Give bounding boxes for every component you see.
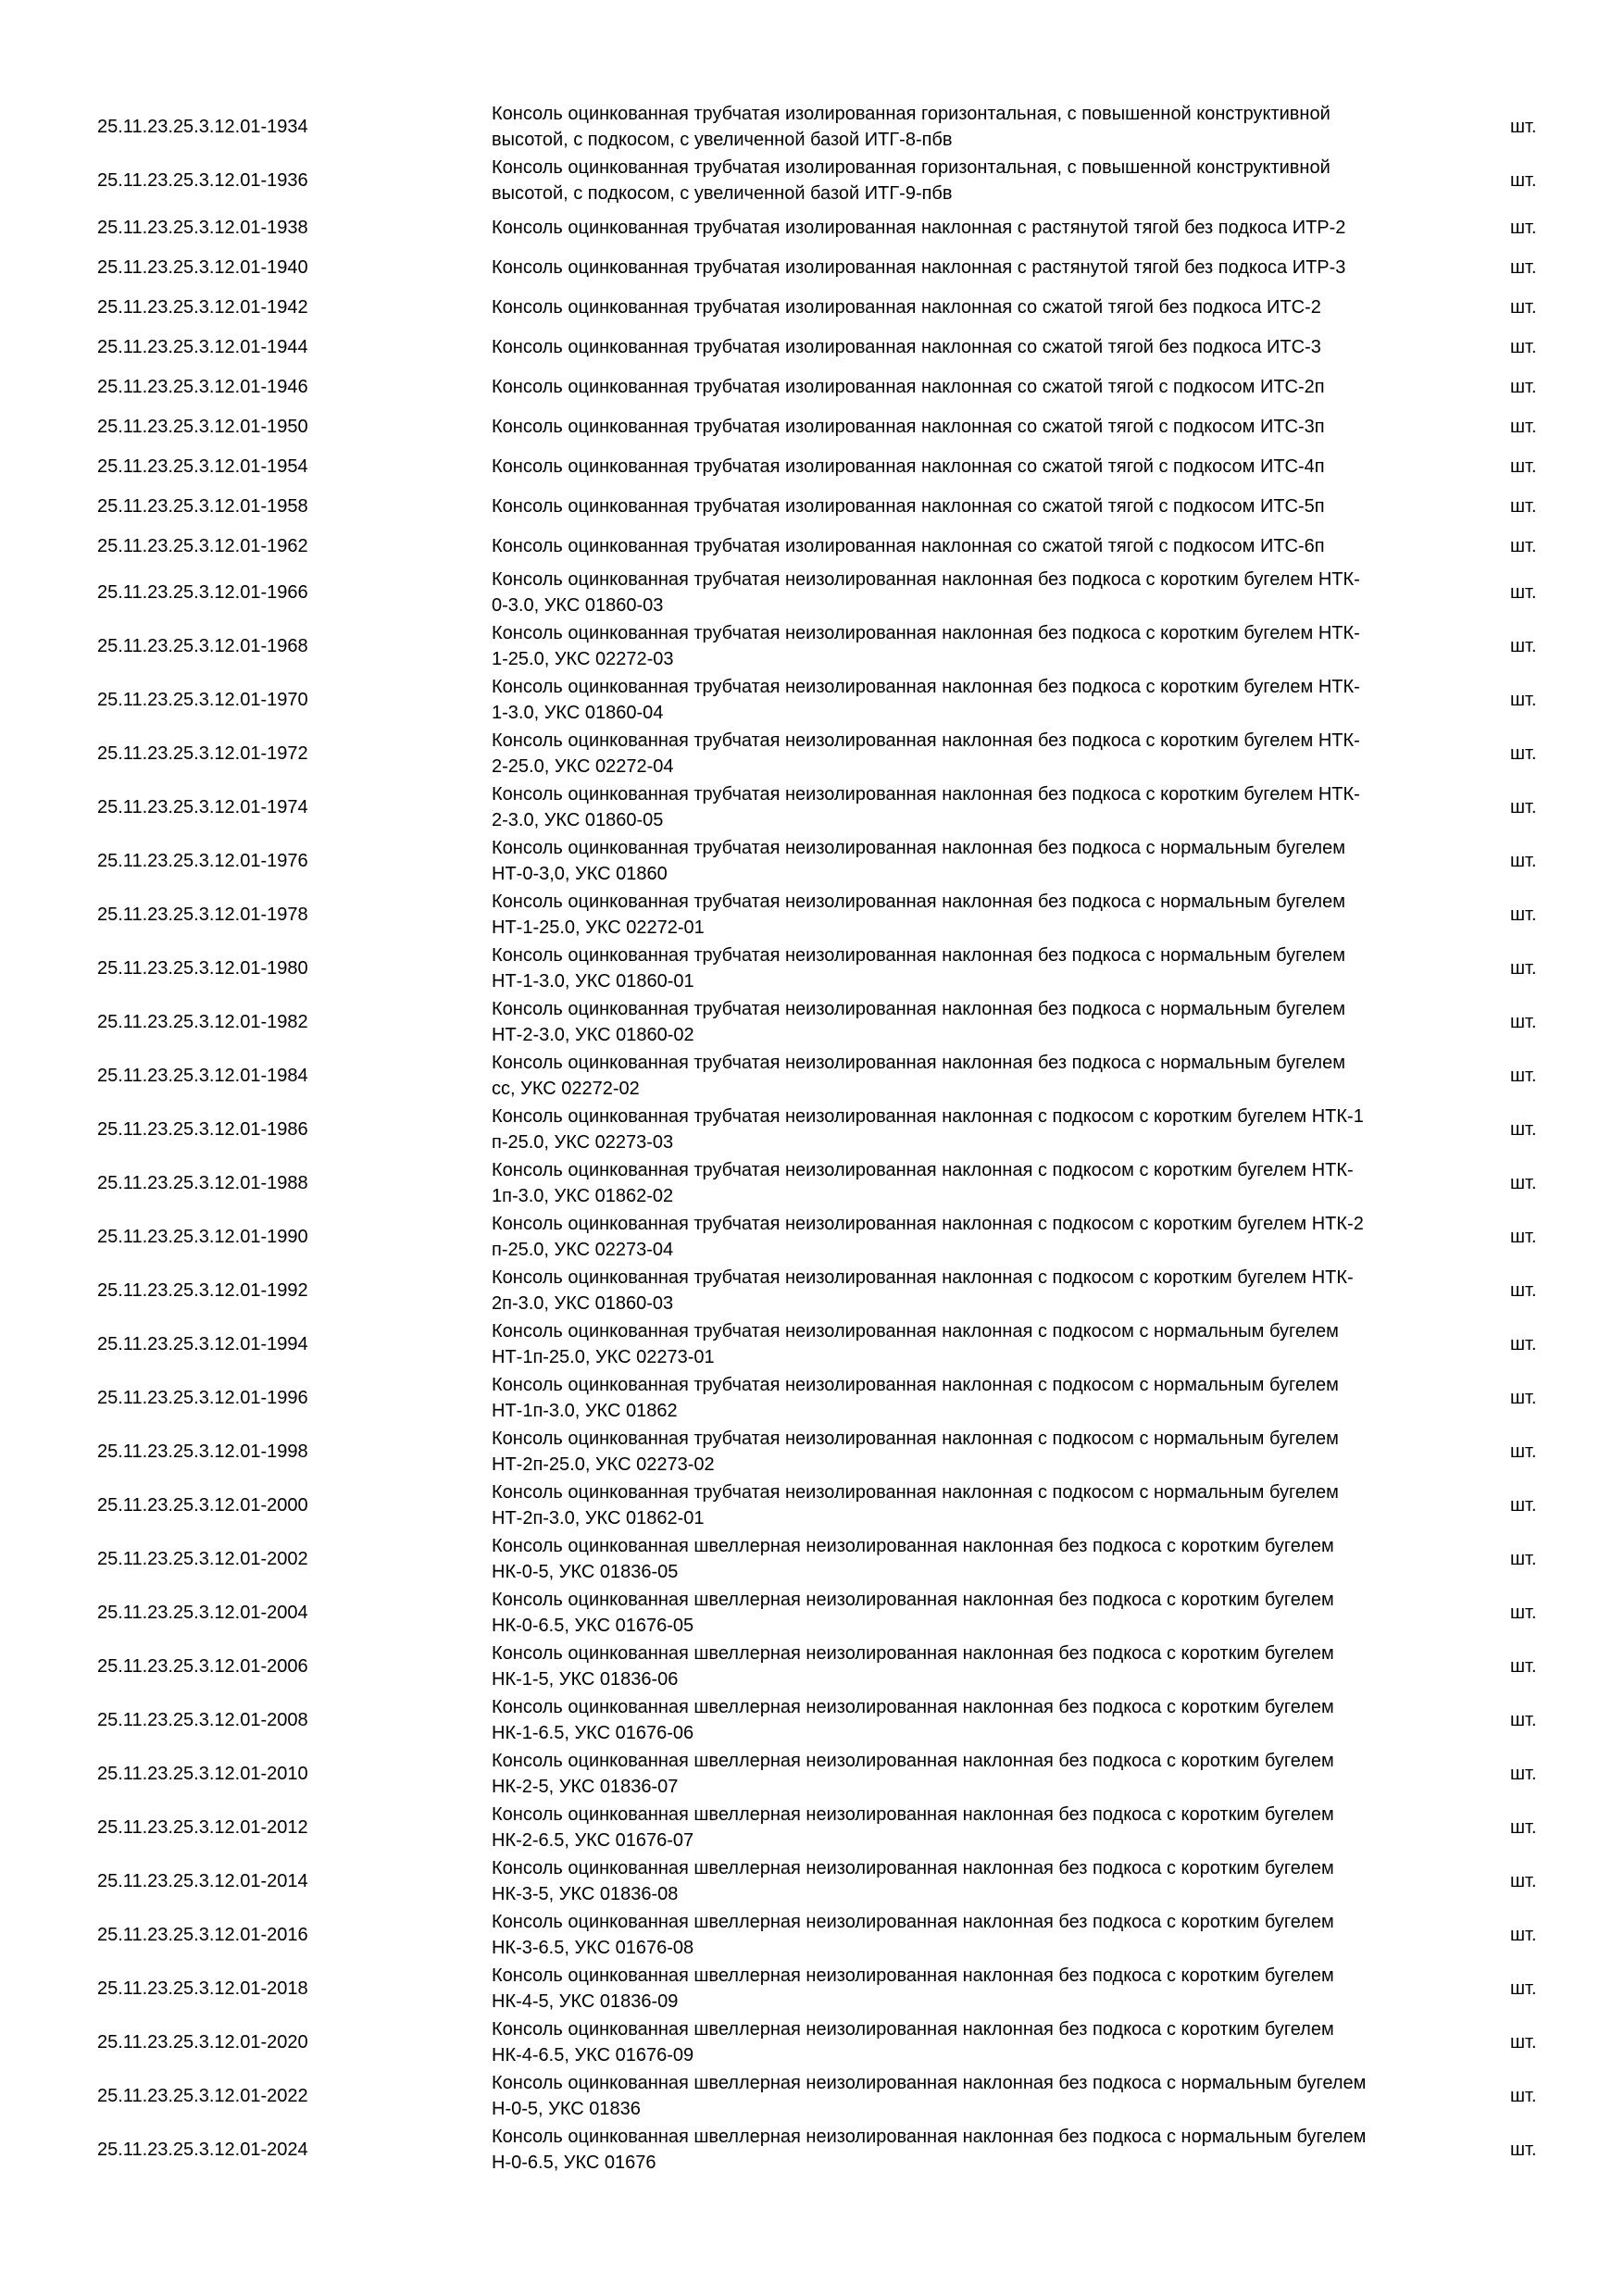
table-row bbox=[97, 1479, 1569, 1532]
item-code: 25.11.23.25.3.12.01-2004 bbox=[97, 1603, 308, 1623]
item-unit: шт. bbox=[1510, 797, 1537, 817]
item-code: 25.11.23.25.3.12.01-1958 bbox=[97, 495, 308, 517]
item-unit: шт. bbox=[1510, 1925, 1537, 1945]
table-row bbox=[97, 995, 1569, 1049]
item-unit: шт. bbox=[1510, 256, 1537, 278]
table-row bbox=[97, 1371, 1569, 1425]
item-description: Консоль оцинкованная трубчатая изолированная наклонная со сжатой тягой без подкоса ИТС-2 bbox=[492, 296, 1321, 318]
item-description: Консоль оцинкованная трубчатая неизолированная наклонная с подкосом с нормальным бугелем НТ-2п-25.0, УКС 02273-02 bbox=[492, 1429, 1339, 1475]
item-description: Консоль оцинкованная трубчатая неизолированная наклонная с подкосом с нормальным бугелем НТ-1п-3.0, УКС 01862 bbox=[492, 1375, 1339, 1421]
item-unit: шт. bbox=[1510, 2086, 1537, 2106]
table-row bbox=[97, 727, 1569, 780]
item-unit: шт. bbox=[1510, 1603, 1537, 1623]
item-description: Консоль оцинкованная трубчатая неизолированная наклонная без подкоса с нормальным бугелем НТ-1-25.0, УКС 02272-01 bbox=[492, 892, 1345, 938]
item-description: Консоль оцинкованная трубчатая неизолированная наклонная с подкосом с коротким бугелем НТК- 1п-3.0, УКС 01862-02 bbox=[492, 1160, 1354, 1206]
item-description: Консоль оцинкованная трубчатая неизолированная наклонная без подкоса с нормальным бугелем НТ-0-3,0, УКС 01860 bbox=[492, 838, 1345, 884]
item-code: 25.11.23.25.3.12.01-2010 bbox=[97, 1764, 308, 1784]
item-description: Консоль оцинкованная трубчатая изолированная горизонтальная, с повышенной конструктивной высотой, с подкосом, с увеличенной базой ИТГ-9-пбв bbox=[492, 157, 1330, 204]
item-unit: шт. bbox=[1510, 958, 1537, 979]
item-description: Консоль оцинкованная швеллерная неизолированная наклонная без подкоса с нормальным бугелем Н-0-5, УКС 01836 bbox=[492, 2073, 1367, 2119]
table-row bbox=[97, 1693, 1569, 1747]
table-row bbox=[97, 446, 1569, 486]
item-description: Консоль оцинкованная швеллерная неизолированная наклонная без подкоса с коротким бугелем НК-1-5, УКС 01836-06 bbox=[492, 1643, 1334, 1690]
catalog-body bbox=[97, 100, 1569, 2177]
item-code: 25.11.23.25.3.12.01-1954 bbox=[97, 455, 308, 477]
table-row bbox=[97, 2069, 1569, 2123]
table-row bbox=[97, 780, 1569, 834]
item-unit: шт. bbox=[1510, 495, 1537, 517]
item-unit: шт. bbox=[1510, 1066, 1537, 1086]
item-unit: шт. bbox=[1510, 1280, 1537, 1301]
table-row bbox=[97, 673, 1569, 727]
item-code: 25.11.23.25.3.12.01-2018 bbox=[97, 1978, 308, 1999]
item-description: Консоль оцинкованная трубчатая неизолированная наклонная без подкоса с нормальным бугелем НТ-1-3.0, УКС 01860-01 bbox=[492, 945, 1345, 992]
item-description: Консоль оцинкованная трубчатая неизолированная наклонная без подкоса с коротким бугелем НТК- 1-25.0, УКС 02272-03 bbox=[492, 623, 1360, 669]
table-row bbox=[97, 619, 1569, 673]
table-row bbox=[97, 100, 1569, 154]
table-row bbox=[97, 2015, 1569, 2069]
item-description: Консоль оцинкованная трубчатая изолированная наклонная со сжатой тягой с подкосом ИТС-6п bbox=[492, 535, 1325, 556]
item-code: 25.11.23.25.3.12.01-2002 bbox=[97, 1549, 308, 1569]
table-row bbox=[97, 1747, 1569, 1801]
item-code: 25.11.23.25.3.12.01-1934 bbox=[97, 117, 308, 137]
item-code: 25.11.23.25.3.12.01-1982 bbox=[97, 1012, 308, 1032]
item-code: 25.11.23.25.3.12.01-1974 bbox=[97, 797, 308, 817]
item-description: Консоль оцинкованная трубчатая неизолированная наклонная без подкоса с коротким бугелем НТК- 2-25.0, УКС 02272-04 bbox=[492, 730, 1360, 777]
item-unit: шт. bbox=[1510, 690, 1537, 710]
item-unit: шт. bbox=[1510, 851, 1537, 871]
table-row bbox=[97, 2123, 1569, 2177]
item-code: 25.11.23.25.3.12.01-1988 bbox=[97, 1173, 308, 1193]
item-description: Консоль оцинкованная трубчатая неизолированная наклонная с подкосом с коротким бугелем НТК-1 п-25.0, УКС 02273-03 bbox=[492, 1106, 1364, 1153]
item-code: 25.11.23.25.3.12.01-1986 bbox=[97, 1119, 308, 1140]
item-unit: шт. bbox=[1510, 1549, 1537, 1569]
table-row bbox=[97, 327, 1569, 367]
item-description: Консоль оцинкованная трубчатая неизолированная наклонная без подкоса с нормальным бугелем сс, УКС 02272-02 bbox=[492, 1053, 1345, 1099]
item-description: Консоль оцинкованная швеллерная неизолированная наклонная без подкоса с коротким бугелем НК-1-6.5, УКС 01676-06 bbox=[492, 1697, 1334, 1743]
item-description: Консоль оцинкованная трубчатая неизолированная наклонная без подкоса с коротким бугелем НТК- 2-3.0, УКС 01860-05 bbox=[492, 784, 1360, 830]
item-code: 25.11.23.25.3.12.01-1972 bbox=[97, 743, 308, 764]
table-row bbox=[97, 1854, 1569, 1908]
item-unit: шт. bbox=[1510, 1334, 1537, 1354]
item-unit: шт. bbox=[1510, 905, 1537, 925]
item-code: 25.11.23.25.3.12.01-1968 bbox=[97, 636, 308, 656]
table-row bbox=[97, 1210, 1569, 1264]
table-row bbox=[97, 1532, 1569, 1586]
item-code: 25.11.23.25.3.12.01-1940 bbox=[97, 256, 308, 278]
item-description: Консоль оцинкованная трубчатая изолированная наклонная со сжатой тягой с подкосом ИТС-3п bbox=[492, 416, 1325, 437]
item-description: Консоль оцинкованная трубчатая изолированная наклонная с растянутой тягой без подкоса ИТР-2 bbox=[492, 217, 1346, 238]
table-row bbox=[97, 834, 1569, 888]
item-description: Консоль оцинкованная трубчатая неизолированная наклонная с подкосом с нормальным бугелем НТ-1п-25.0, УКС 02273-01 bbox=[492, 1321, 1339, 1367]
item-code: 25.11.23.25.3.12.01-2000 bbox=[97, 1495, 308, 1516]
item-unit: шт. bbox=[1510, 1817, 1537, 1838]
item-description: Консоль оцинкованная швеллерная неизолированная наклонная без подкоса с коротким бугелем НК-0-5, УКС 01836-05 bbox=[492, 1536, 1334, 1582]
item-unit: шт. bbox=[1510, 2140, 1537, 2160]
item-code: 25.11.23.25.3.12.01-1950 bbox=[97, 416, 308, 437]
item-description: Консоль оцинкованная трубчатая изолированная наклонная со сжатой тягой с подкосом ИТС-4п bbox=[492, 455, 1325, 477]
item-unit: шт. bbox=[1510, 336, 1537, 357]
table-row bbox=[97, 406, 1569, 446]
item-description: Консоль оцинкованная трубчатая неизолированная наклонная без подкоса с коротким бугелем НТК- 0-3.0, УКС 01860-03 bbox=[492, 569, 1360, 616]
item-unit: шт. bbox=[1510, 535, 1537, 556]
item-code: 25.11.23.25.3.12.01-2024 bbox=[97, 2140, 308, 2160]
item-unit: шт. bbox=[1510, 1764, 1537, 1784]
item-unit: шт. bbox=[1510, 1227, 1537, 1247]
table-row bbox=[97, 1156, 1569, 1210]
item-unit: шт. bbox=[1510, 117, 1537, 137]
table-row bbox=[97, 1049, 1569, 1103]
item-unit: шт. bbox=[1510, 416, 1537, 437]
item-unit: шт. bbox=[1510, 296, 1537, 318]
item-unit: шт. bbox=[1510, 217, 1537, 238]
item-description: Консоль оцинкованная трубчатая изолированная горизонтальная, с повышенной конструктивной высотой, с подкосом, с увеличенной базой ИТГ-8-пбв bbox=[492, 104, 1330, 150]
item-code: 25.11.23.25.3.12.01-1990 bbox=[97, 1227, 308, 1247]
table-row bbox=[97, 154, 1569, 207]
item-code: 25.11.23.25.3.12.01-1936 bbox=[97, 170, 308, 191]
item-description: Консоль оцинкованная трубчатая изолированная наклонная со сжатой тягой с подкосом ИТС-2п bbox=[492, 376, 1325, 397]
item-description: Консоль оцинкованная трубчатая изолированная наклонная с растянутой тягой без подкоса ИТР-3 bbox=[492, 256, 1346, 278]
table-row bbox=[97, 526, 1569, 566]
item-code: 25.11.23.25.3.12.01-2022 bbox=[97, 2086, 308, 2106]
table-row bbox=[97, 1317, 1569, 1371]
item-description: Консоль оцинкованная швеллерная неизолированная наклонная без подкоса с коротким бугелем НК-3-5, УКС 01836-08 bbox=[492, 1858, 1334, 1904]
item-description: Консоль оцинкованная швеллерная неизолированная наклонная без подкоса с коротким бугелем НК-4-6.5, УКС 01676-09 bbox=[492, 2019, 1334, 2065]
table-row bbox=[97, 566, 1569, 619]
item-description: Консоль оцинкованная трубчатая неизолированная наклонная без подкоса с нормальным бугелем НТ-2-3.0, УКС 01860-02 bbox=[492, 999, 1345, 1045]
item-code: 25.11.23.25.3.12.01-2012 bbox=[97, 1817, 308, 1838]
item-code: 25.11.23.25.3.12.01-2020 bbox=[97, 2032, 308, 2053]
table-row bbox=[97, 486, 1569, 526]
item-description: Консоль оцинкованная трубчатая неизолированная наклонная с подкосом с нормальным бугелем НТ-2п-3.0, УКС 01862-01 bbox=[492, 1482, 1339, 1529]
item-description: Консоль оцинкованная трубчатая изолированная наклонная со сжатой тягой без подкоса ИТС-3 bbox=[492, 336, 1321, 357]
item-code: 25.11.23.25.3.12.01-2006 bbox=[97, 1656, 308, 1677]
table-row bbox=[97, 942, 1569, 995]
item-code: 25.11.23.25.3.12.01-1996 bbox=[97, 1388, 308, 1408]
item-unit: шт. bbox=[1510, 1012, 1537, 1032]
item-unit: шт. bbox=[1510, 455, 1537, 477]
table-row bbox=[97, 1801, 1569, 1854]
item-unit: шт. bbox=[1510, 2032, 1537, 2053]
item-code: 25.11.23.25.3.12.01-1978 bbox=[97, 905, 308, 925]
table-row bbox=[97, 1962, 1569, 2015]
item-code: 25.11.23.25.3.12.01-2008 bbox=[97, 1710, 308, 1730]
item-unit: шт. bbox=[1510, 170, 1537, 191]
table-row bbox=[97, 1264, 1569, 1317]
item-description: Консоль оцинкованная швеллерная неизолированная наклонная без подкоса с коротким бугелем НК-2-5, УКС 01836-07 bbox=[492, 1751, 1334, 1797]
item-unit: шт. bbox=[1510, 1495, 1537, 1516]
item-description: Консоль оцинкованная трубчатая неизолированная наклонная без подкоса с коротким бугелем НТК- 1-3.0, УКС 01860-04 bbox=[492, 677, 1360, 723]
item-unit: шт. bbox=[1510, 1978, 1537, 1999]
item-code: 25.11.23.25.3.12.01-1942 bbox=[97, 296, 308, 318]
table-row bbox=[97, 287, 1569, 327]
item-code: 25.11.23.25.3.12.01-1976 bbox=[97, 851, 308, 871]
item-description: Консоль оцинкованная швеллерная неизолированная наклонная без подкоса с коротким бугелем НК-2-6.5, УКС 01676-07 bbox=[492, 1804, 1334, 1851]
item-code: 25.11.23.25.3.12.01-1998 bbox=[97, 1441, 308, 1462]
item-code: 25.11.23.25.3.12.01-1984 bbox=[97, 1066, 308, 1086]
item-code: 25.11.23.25.3.12.01-2014 bbox=[97, 1871, 308, 1891]
item-unit: шт. bbox=[1510, 1441, 1537, 1462]
item-description: Консоль оцинкованная швеллерная неизолированная наклонная без подкоса с коротким бугелем НК-3-6.5, УКС 01676-08 bbox=[492, 1912, 1334, 1958]
catalog-table bbox=[97, 100, 1569, 2177]
item-unit: шт. bbox=[1510, 1710, 1537, 1730]
item-code: 25.11.23.25.3.12.01-1946 bbox=[97, 376, 308, 397]
table-row bbox=[97, 1640, 1569, 1693]
item-unit: шт. bbox=[1510, 743, 1537, 764]
item-description: Консоль оцинкованная швеллерная неизолированная наклонная без подкоса с коротким бугелем НК-0-6.5, УКС 01676-05 bbox=[492, 1590, 1334, 1636]
item-unit: шт. bbox=[1510, 636, 1537, 656]
item-unit: шт. bbox=[1510, 582, 1537, 603]
item-unit: шт. bbox=[1510, 1656, 1537, 1677]
item-unit: шт. bbox=[1510, 1119, 1537, 1140]
item-code: 25.11.23.25.3.12.01-1980 bbox=[97, 958, 308, 979]
item-unit: шт. bbox=[1510, 1871, 1537, 1891]
item-unit: шт. bbox=[1510, 1173, 1537, 1193]
item-code: 25.11.23.25.3.12.01-1970 bbox=[97, 690, 308, 710]
item-description: Консоль оцинкованная трубчатая неизолированная наклонная с подкосом с коротким бугелем НТК-2 п-25.0, УКС 02273-04 bbox=[492, 1214, 1364, 1260]
item-code: 25.11.23.25.3.12.01-1938 bbox=[97, 217, 308, 238]
table-row bbox=[97, 1103, 1569, 1156]
table-row bbox=[97, 207, 1569, 247]
item-description: Консоль оцинкованная трубчатая неизолированная наклонная с подкосом с коротким бугелем НТК- 2п-3.0, УКС 01860-03 bbox=[492, 1267, 1354, 1314]
table-row bbox=[97, 1586, 1569, 1640]
table-row bbox=[97, 367, 1569, 406]
item-code: 25.11.23.25.3.12.01-2016 bbox=[97, 1925, 308, 1945]
table-row bbox=[97, 1908, 1569, 1962]
table-row bbox=[97, 247, 1569, 287]
table-row bbox=[97, 1425, 1569, 1479]
item-unit: шт. bbox=[1510, 376, 1537, 397]
item-code: 25.11.23.25.3.12.01-1962 bbox=[97, 535, 308, 556]
item-code: 25.11.23.25.3.12.01-1966 bbox=[97, 582, 308, 603]
item-description: Консоль оцинкованная швеллерная неизолированная наклонная без подкоса с коротким бугелем НК-4-5, УКС 01836-09 bbox=[492, 1965, 1334, 2012]
item-code: 25.11.23.25.3.12.01-1994 bbox=[97, 1334, 308, 1354]
item-description: Консоль оцинкованная трубчатая изолированная наклонная со сжатой тягой с подкосом ИТС-5п bbox=[492, 495, 1325, 517]
item-description: Консоль оцинкованная швеллерная неизолированная наклонная без подкоса с нормальным бугелем Н-0-6.5, УКС 01676 bbox=[492, 2127, 1367, 2173]
item-unit: шт. bbox=[1510, 1388, 1537, 1408]
item-code: 25.11.23.25.3.12.01-1944 bbox=[97, 336, 308, 357]
table-row bbox=[97, 888, 1569, 942]
item-code: 25.11.23.25.3.12.01-1992 bbox=[97, 1280, 308, 1301]
